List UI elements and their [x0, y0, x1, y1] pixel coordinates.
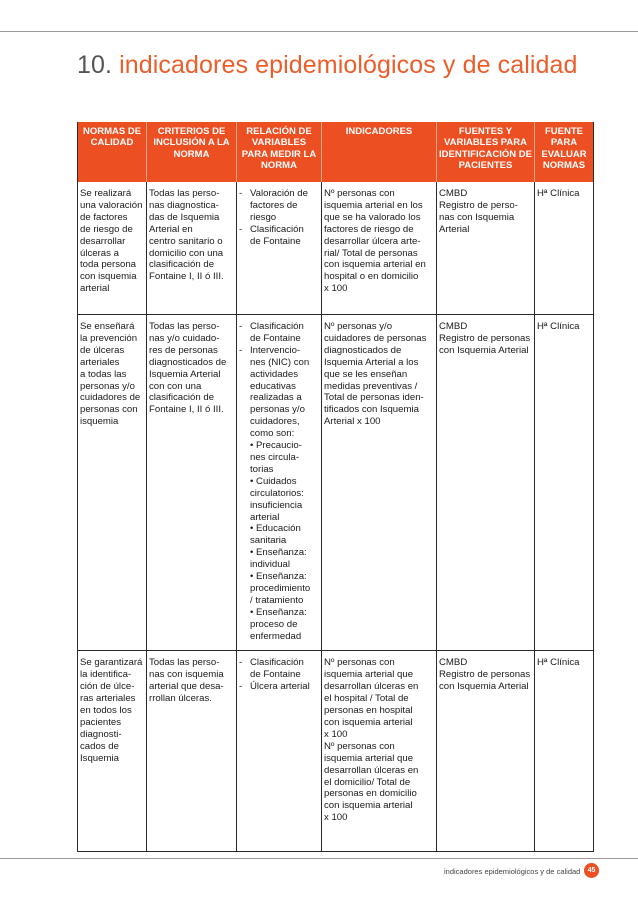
footer-text: indicadores epidemiológicos y de calidad	[444, 867, 581, 876]
cell-line: • Cuidados	[250, 475, 297, 487]
dash-marker: -	[239, 321, 243, 332]
cell-line: domicilio con una	[149, 247, 224, 259]
cell-line: educativas	[250, 380, 296, 392]
cell-line: la identifica-	[80, 669, 132, 681]
cell-line: con Isquemia Arterial	[439, 344, 529, 356]
page-number-badge: 45	[584, 863, 599, 878]
header-line: INCLUSIÓN A LA	[153, 137, 230, 149]
page-title	[77, 50, 578, 80]
cell-line: personas con	[80, 404, 138, 416]
header-row	[78, 122, 594, 182]
cell-line: • Educación	[250, 523, 301, 535]
cell-line: toda persona	[80, 259, 137, 271]
cell-line: Hª Clínica	[537, 321, 580, 332]
title-text: indicadores epidemiológicos y de calidad	[119, 51, 578, 79]
header-line: INDICADORES	[345, 126, 413, 137]
variable-item	[239, 345, 319, 643]
cell-line: el hospital / Total de	[324, 693, 409, 705]
cell-line: Total de personas iden-	[324, 392, 424, 404]
cell-line: Fontaine I, II ó III.	[149, 271, 224, 283]
cell-line: personas y/o	[80, 380, 135, 392]
norma-cell	[78, 651, 147, 852]
cell-line: de úlceras	[80, 344, 125, 356]
cell-line: nas con Isquemia	[439, 211, 515, 223]
cell-line: con con una	[149, 380, 202, 392]
table-row	[78, 651, 594, 852]
cell-line: nas y/o cuidado-	[149, 332, 220, 344]
cell-line: Clasificación	[250, 321, 304, 332]
cell-line: isquemia	[80, 416, 119, 428]
header-cell	[535, 122, 594, 182]
table-row	[78, 315, 594, 651]
cell-line: diagnosti-	[80, 728, 122, 740]
dash-marker: -	[239, 657, 243, 669]
cell-line: nas con isquemia	[149, 669, 224, 681]
header-line: PARA MEDIR LA	[241, 148, 317, 160]
cell-line: Valoración de	[250, 188, 308, 199]
cell-line: CMBD	[439, 321, 468, 332]
cell-line: con isquemia arterial	[324, 800, 413, 812]
cell-line: Registro de perso-	[439, 199, 518, 211]
header-line: NORMAS DE	[82, 126, 142, 137]
cell-line: con Isquemia Arterial	[439, 681, 529, 693]
cell-line: insuficiencia	[250, 499, 303, 511]
cell-line: Todas las perso-	[149, 321, 220, 332]
cell-line: rial/ Total de personas	[324, 247, 418, 259]
cell-line: realizadas a	[250, 392, 302, 404]
cell-line: Hª Clínica	[537, 188, 580, 199]
dash-marker: -	[239, 188, 243, 199]
cell-line: desarrollar úlcera arte-	[324, 235, 421, 247]
cell-line: Isquemia Arterial	[149, 368, 221, 380]
cell-line: isquemia arterial en los	[324, 199, 423, 211]
cell-line: diagnosticados de	[149, 356, 227, 368]
cell-line: circulatorios:	[250, 487, 304, 499]
header-line: EVALUAR	[541, 148, 587, 160]
variable-item	[239, 657, 319, 681]
relacion-cell	[237, 182, 322, 315]
header-cell	[237, 122, 322, 182]
cell-line: arterial	[250, 511, 280, 523]
cell-line: personas en domicilio	[324, 788, 417, 800]
cell-line: como son:	[250, 428, 295, 440]
cell-line: Fontaine I, II ó III.	[149, 404, 224, 416]
cell-line: Isquemia	[80, 752, 119, 764]
header-line: FUENTES Y	[458, 126, 513, 137]
cell-line: ras arteriales	[80, 693, 136, 705]
fuentes-cell	[437, 182, 535, 315]
header-line: PARA	[550, 137, 578, 149]
cell-line: una valoración	[80, 199, 143, 211]
cell-line: isquemia arterial que	[324, 669, 414, 681]
fuente-evaluar-cell	[535, 651, 594, 852]
cell-line: nes circula-	[250, 451, 300, 463]
cell-line: Intervencio-	[250, 344, 301, 356]
cell-line: clasificación de	[149, 392, 215, 404]
cell-line: desarrollar	[80, 235, 126, 247]
cell-line: clasificación de	[149, 259, 215, 271]
cell-line: Clasificación	[250, 223, 304, 235]
cell-line: Úlcera arterial	[250, 681, 310, 693]
dash-marker: -	[239, 344, 243, 356]
variable-item	[239, 681, 319, 693]
cell-line: ción de úlce-	[80, 681, 135, 693]
cell-line: rrollan úlceras.	[149, 693, 212, 705]
cell-line: de riesgo de	[80, 223, 133, 235]
cell-line: Todas las perso-	[149, 657, 220, 669]
cell-line: con isquemia arterial en	[324, 259, 426, 271]
cell-line: desarrollan úlceras en	[324, 764, 419, 776]
cell-line: Nº personas con	[324, 740, 395, 752]
cell-line: Hª Clínica	[537, 657, 580, 669]
cell-line: x 100	[324, 728, 348, 740]
header-line: NORMAS	[542, 160, 586, 172]
bottom-rule	[0, 858, 638, 859]
cell-line: arterial que desa-	[149, 681, 224, 693]
cell-line: sanitaria	[250, 535, 287, 547]
fuentes-cell	[437, 651, 535, 852]
fuentes-cell	[437, 315, 535, 651]
cell-line: que se ha valorado los	[324, 211, 421, 223]
title-number: 10.	[77, 51, 113, 79]
cell-line: centro sanitario o	[149, 235, 223, 247]
header-line: PACIENTES	[458, 160, 513, 172]
cell-line: x 100	[324, 283, 348, 295]
header-line: CRITERIOS DE	[157, 126, 226, 137]
cell-line: nes (NIC) con	[250, 356, 310, 368]
header-cell	[322, 122, 437, 182]
cell-line: Registro de personas	[439, 669, 531, 681]
cell-line: Nº personas con	[324, 188, 395, 199]
cell-line: cados de	[80, 740, 119, 752]
cell-line: individual	[250, 559, 291, 571]
cell-line: Se realizará	[80, 188, 132, 199]
header-line: CALIDAD	[90, 137, 134, 149]
cell-line: cuidadores,	[250, 416, 300, 428]
cell-line: • Enseñanza:	[250, 571, 307, 583]
header-line: VARIABLES PARA	[443, 137, 528, 149]
cell-line: medidas preventivas /	[324, 380, 418, 392]
cell-line: torias	[250, 463, 274, 475]
cell-line: factores de riesgo de	[324, 223, 414, 235]
header-line: RELACIÓN DE	[246, 126, 312, 137]
header-line: NORMA	[261, 160, 297, 172]
cell-line: Nº personas y/o	[324, 321, 393, 332]
cell-line: arterial	[80, 283, 110, 295]
cell-line: que se les enseñan	[324, 368, 408, 380]
cell-line: Todas las perso-	[149, 188, 220, 199]
cell-line: cuidadores de personas	[324, 332, 427, 344]
cell-line: factores de	[250, 199, 298, 211]
header-cell	[437, 122, 535, 182]
header-cell	[147, 122, 237, 182]
table-row	[78, 182, 594, 315]
indicadores-cell	[322, 315, 437, 651]
cell-line: Arterial en	[149, 223, 193, 235]
cell-line: úlceras a	[80, 247, 119, 259]
cell-line: CMBD	[439, 188, 468, 199]
norma-cell	[78, 315, 147, 651]
cell-line: hospital o en domicilio	[324, 271, 419, 283]
cell-line: a todas las	[80, 368, 127, 380]
cell-line: cuidadores de	[80, 392, 141, 404]
criterios-cell	[147, 315, 237, 651]
cell-line: Arterial x 100	[324, 416, 381, 428]
cell-line: das de Isquemia	[149, 211, 220, 223]
cell-line: riesgo	[250, 211, 277, 223]
relacion-cell	[237, 651, 322, 852]
cell-line: el domicilio/ Total de	[324, 776, 411, 788]
cell-line: actividades	[250, 368, 298, 380]
cell-line: • Enseñanza:	[250, 606, 307, 618]
cell-line: Registro de personas	[439, 332, 531, 344]
dash-marker: -	[239, 223, 243, 235]
cell-line: tificados con Isquemia	[324, 404, 419, 416]
header-line: FUENTE	[545, 126, 583, 137]
criterios-cell	[147, 182, 237, 315]
fuente-evaluar-cell	[535, 315, 594, 651]
cell-line: de Fontaine	[250, 332, 301, 344]
cell-line: enfermedad	[250, 630, 302, 642]
header-cell	[78, 122, 147, 182]
cell-line: • Enseñanza:	[250, 547, 307, 559]
cell-line: procedimiento	[250, 582, 311, 594]
cell-line: • Precaucio-	[250, 440, 302, 452]
cell-line: en todos los	[80, 705, 132, 717]
header-line: IDENTIFICACIÓN DE	[439, 148, 532, 160]
cell-line: arteriales	[80, 356, 120, 368]
cell-line: de Fontaine	[250, 669, 301, 681]
top-rule	[0, 31, 638, 32]
table-body	[78, 182, 594, 852]
indicadores-cell	[322, 651, 437, 852]
variable-item	[239, 188, 319, 224]
cell-line: res de personas	[149, 344, 218, 356]
cell-line: con isquemia	[80, 271, 137, 283]
cell-line: de Fontaine	[250, 235, 301, 247]
cell-line: pacientes	[80, 717, 122, 728]
cell-line: la prevención	[80, 332, 138, 344]
cell-line: desarrollan úlceras en	[324, 681, 419, 693]
cell-line: CMBD	[439, 657, 468, 669]
header-line: VARIABLES	[251, 137, 307, 149]
cell-line: nas diagnostica-	[149, 199, 219, 211]
dash-marker: -	[239, 681, 243, 693]
criterios-cell	[147, 651, 237, 852]
cell-line: Nº personas con	[324, 657, 395, 669]
cell-line: Arterial	[439, 223, 470, 235]
indicadores-cell	[322, 182, 437, 315]
indicators-table	[77, 122, 594, 852]
variable-item	[239, 321, 319, 345]
cell-line: x 100	[324, 812, 348, 824]
cell-line: Isquemia Arterial a los	[324, 356, 419, 368]
cell-line: Se garantizará	[80, 657, 143, 669]
header-line: NORMA	[173, 148, 210, 160]
norma-cell	[78, 182, 147, 315]
relacion-cell	[237, 315, 322, 651]
cell-line: / tratamiento	[250, 594, 304, 606]
cell-line: personas en hospital	[324, 705, 413, 717]
cell-line: proceso de	[250, 618, 298, 630]
variable-item	[239, 224, 319, 248]
cell-line: diagnosticados de	[324, 344, 402, 356]
cell-line: Se enseñará	[80, 321, 135, 332]
cell-line: personas y/o	[250, 404, 305, 416]
cell-line: isquemia arterial que	[324, 752, 414, 764]
cell-line: con isquemia arterial	[324, 717, 413, 728]
cell-line: Clasificación	[250, 657, 304, 669]
fuente-evaluar-cell	[535, 182, 594, 315]
cell-line: de factores	[80, 211, 128, 223]
